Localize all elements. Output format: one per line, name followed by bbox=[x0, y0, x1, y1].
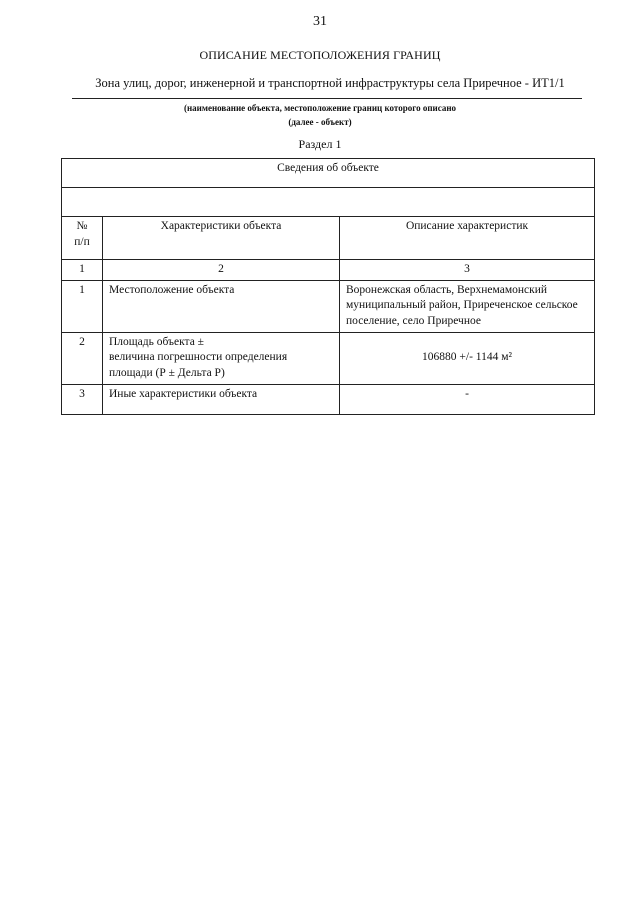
section-label: Раздел 1 bbox=[298, 137, 342, 151]
row-number: 3 bbox=[62, 384, 103, 414]
table-row bbox=[62, 332, 595, 384]
column-header-row bbox=[62, 217, 595, 260]
column-header-characteristic: Характеристики объекта bbox=[103, 217, 340, 260]
column-number: 3 bbox=[340, 260, 595, 281]
column-header-number: № п/п bbox=[62, 217, 103, 260]
column-number-row bbox=[62, 260, 595, 281]
row-description: - bbox=[340, 384, 595, 414]
column-header-description: Описание характеристик bbox=[340, 217, 595, 260]
object-info-table bbox=[61, 158, 595, 415]
object-name: Зона улиц, дорог, инженерной и транспортной инфраструктуры села Приречное - ИТ1/1 bbox=[95, 76, 565, 90]
blank-cell bbox=[62, 188, 595, 217]
table-row bbox=[62, 384, 595, 414]
table-header: Сведения об объекте bbox=[62, 159, 595, 188]
page-number: 31 bbox=[313, 14, 327, 29]
object-caption-line2: (далее - объект) bbox=[288, 117, 352, 127]
column-number: 1 bbox=[62, 260, 103, 281]
object-caption-line1: (наименование объекта, местоположение границ которого описано bbox=[183, 103, 457, 113]
row-description: 106880 +/- 1144 м² bbox=[340, 332, 595, 384]
row-characteristic: Площадь объекта ± величина погрешности определения площади (Р ± Дельта Р) bbox=[103, 332, 340, 384]
row-description: Воронежская область, Верхнемамонский муниципальный район, Приреченское сельское поселение, село Приречное bbox=[340, 280, 595, 332]
row-characteristic: Иные характеристики объекта bbox=[103, 384, 340, 414]
column-number: 2 bbox=[103, 260, 340, 281]
row-number: 2 bbox=[62, 332, 103, 384]
row-number: 1 bbox=[62, 280, 103, 332]
underline-divider bbox=[72, 98, 582, 99]
table-blank-row bbox=[62, 188, 595, 217]
table-header-row bbox=[62, 159, 595, 188]
document-title: ОПИСАНИЕ МЕСТОПОЛОЖЕНИЯ ГРАНИЦ bbox=[199, 48, 441, 62]
table-row bbox=[62, 280, 595, 332]
row-characteristic: Местоположение объекта bbox=[103, 280, 340, 332]
